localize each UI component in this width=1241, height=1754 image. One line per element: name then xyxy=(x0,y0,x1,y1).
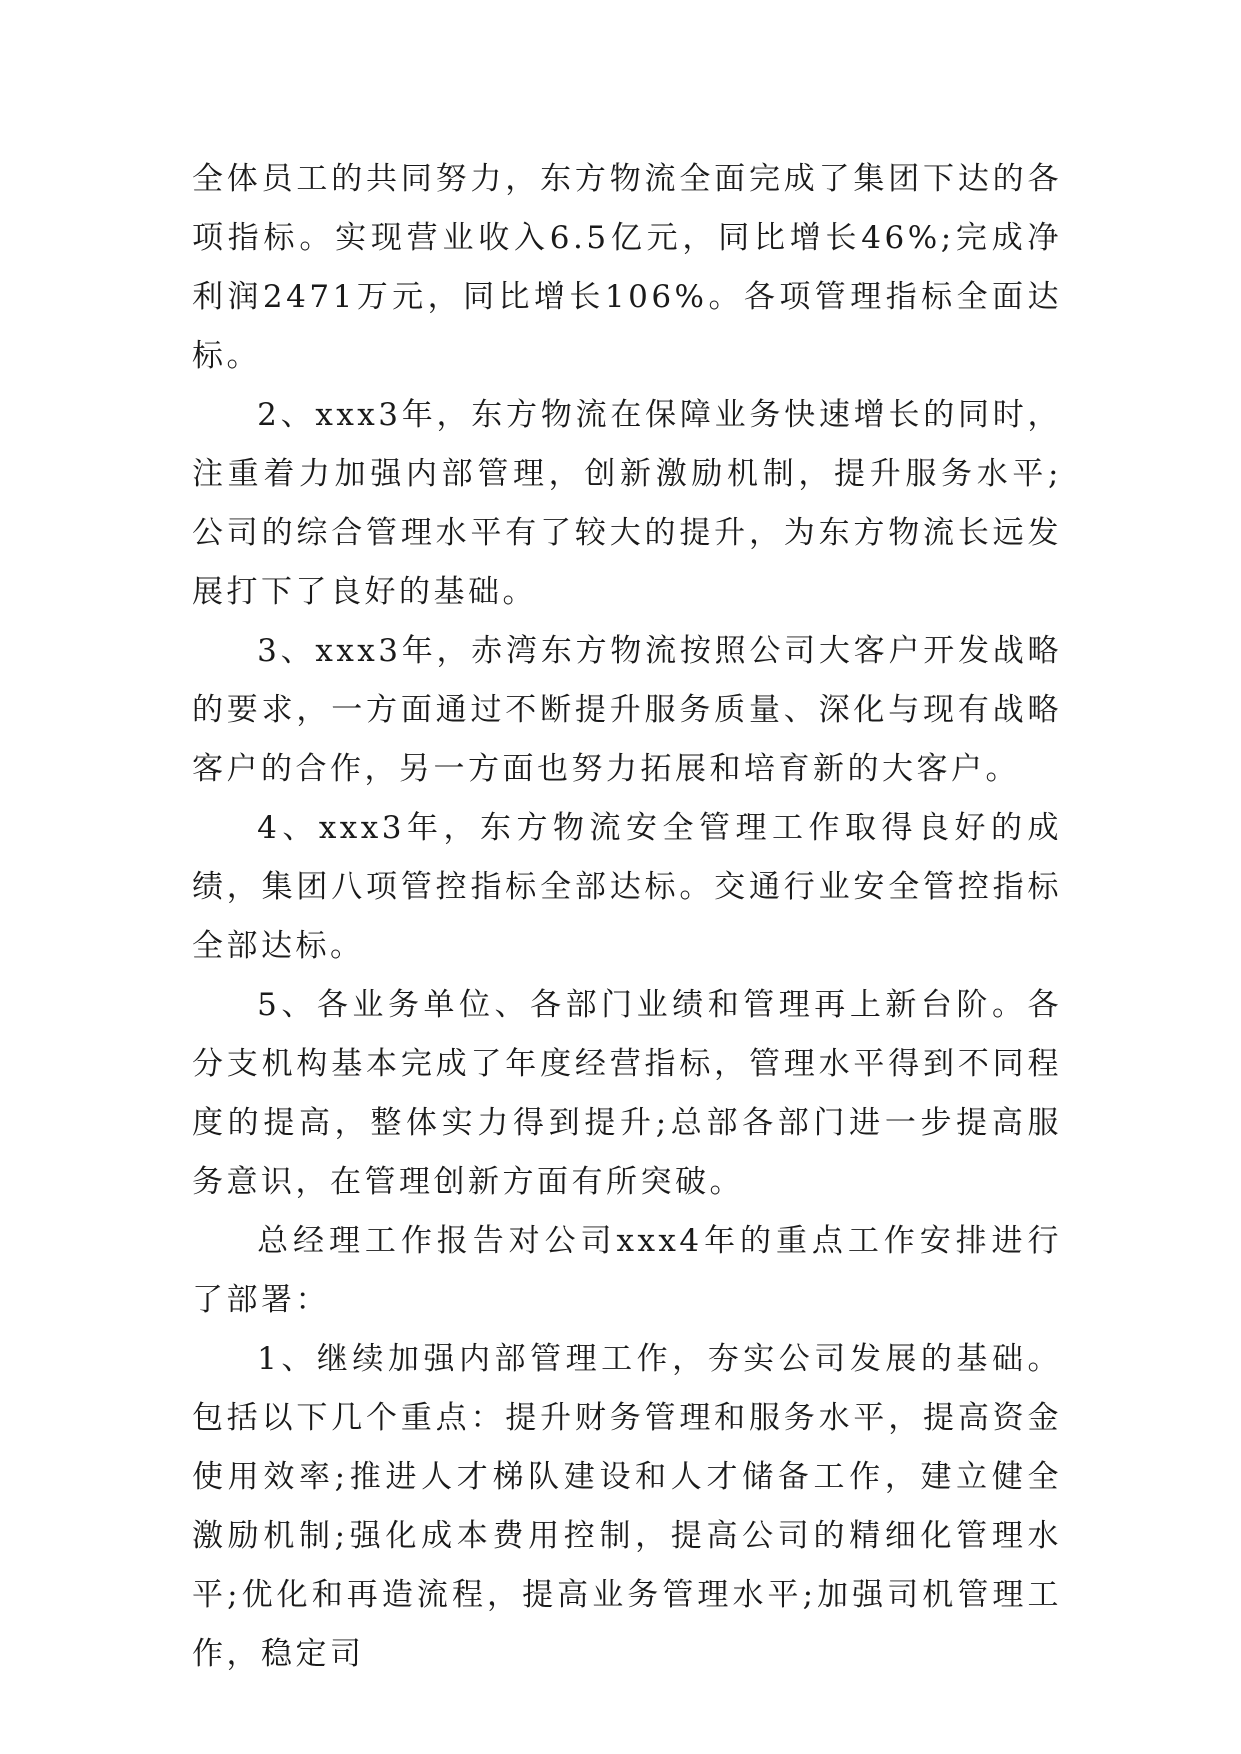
paragraph-2: 2、xxx3年，东方物流在保障业务快速增长的同时，注重着力加强内部管理，创新激励机制，提升服务水平;公司的综合管理水平有了较大的提升，为东方物流长远发展打下了良好的基础。 xyxy=(192,397,1062,610)
paragraph-5: 5、各业务单位、各部门业绩和管理再上新台阶。各分支机构基本完成了年度经营指标，管理水平得到不同程度的提高，整体实力得到提升;总部各部门进一步提高服务意识，在管理创新方面有所突破。 xyxy=(192,987,1062,1200)
paragraph-7: 1、继续加强内部管理工作，夯实公司发展的基础。包括以下几个重点：提升财务管理和服务水平，提高资金使用效率;推进人才梯队建设和人才储备工作，建立健全激励机制;强化成本费用控制，提高公司的精细化管理水平;优化和再造流程，提高业务管理水平;加强司机管理工作，稳定司 xyxy=(192,1341,1062,1672)
paragraph-1: 全体员工的共同努力，东方物流全面完成了集团下达的各项指标。实现营业收入6.5亿元，同比增长46%;完成净利润2471万元，同比增长106%。各项管理指标全面达标。 xyxy=(192,161,1062,374)
paragraph-4: 4、xxx3年，东方物流安全管理工作取得良好的成绩，集团八项管控指标全部达标。交通行业安全管控指标全部达标。 xyxy=(192,810,1062,964)
document-body xyxy=(192,150,1062,1684)
paragraph-3: 3、xxx3年，赤湾东方物流按照公司大客户开发战略的要求，一方面通过不断提升服务质量、深化与现有战略客户的合作，另一方面也努力拓展和培育新的大客户。 xyxy=(192,633,1062,787)
paragraph-6: 总经理工作报告对公司xxx4年的重点工作安排进行了部署： xyxy=(192,1223,1062,1318)
